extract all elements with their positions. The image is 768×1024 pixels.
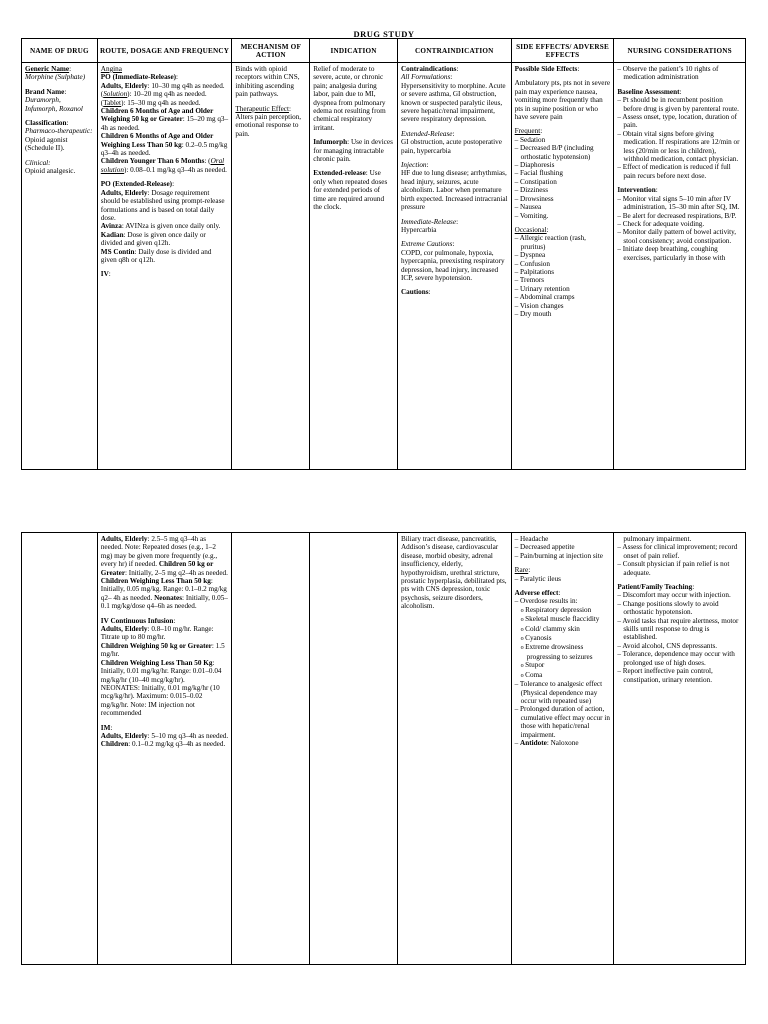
dose-text: : Initially, 0.01 mg/kg/hr. Range: 0.01–0.04 mg/kg/hr (10–40 mcg/kg/hr). [100,658,222,684]
list-item: – Abdominal cramps [515,293,611,301]
list-item: – Avoid alcohol, CNS depressants. [617,642,742,650]
list-item: – Pain/burning at injection site [515,552,611,560]
header-mechanism: MECHANISM OF ACTION [232,39,309,63]
nursing-cont-list [617,543,742,577]
brand-name-value: Duramorph, Infumorph, Roxanol [25,96,83,113]
drug-study-table-page-2 [21,532,746,965]
generic-name-label: Generic Name [25,65,70,73]
teaching-label: Patient/Family Teaching [617,583,693,592]
list-item: – Tremors [515,276,611,284]
dose-text: : Dose is given once daily or divided and given q12h. [100,230,206,248]
adverse-effect-label: Adverse effect [514,589,559,598]
dose-text: : Initially, 2–5 mg q2–4h as needed. [125,568,228,577]
pharm-class-label: Pharmaco-therapeutic: [25,127,93,136]
dose-text: ): 15–30 mg q4h as needed. [121,98,201,107]
header-name-of-drug: NAME OF DRUG [22,39,97,63]
adults-elderly-label: Adults, Elderly [100,81,148,90]
frequent-label: Frequent [514,127,541,136]
neonates-infusion-text: NEONATES: Initially, 0.01 mg/kg/hr (10 mcg/kg/hr). Maximum: 0.015–0.02 mg/kg/hr. Note: IM injection not recommended [100,683,220,718]
dose-text: : Initially, 0.05–0.1 mg/kg/dose q4–6h as needed. [100,593,228,611]
header-contraindication: CONTRAINDICATION [398,39,511,63]
children-50kg-label: Children Weighing 50 kg or Greater [100,641,212,650]
cautions-label: Cautions [400,288,429,297]
therapeutic-effect-label: Therapeutic Effect [235,104,289,113]
im-label: IM [100,723,111,732]
intervention-list [617,195,742,262]
list-item: – Paralytic ileus [515,575,611,583]
extended-release-label: Extended-release [313,169,366,178]
dose-text: ): 10–20 mg q4h as needed. ( [100,90,207,107]
list-item: o Extreme drowsiness progressing to seizures [515,643,611,661]
tablet-label: Tablet [103,98,122,107]
list-item: – Avoid tasks that require alertness, motor skills until response to drug is established. [617,617,742,642]
column-route-dosage-cont: Adults, Elderly: 2.5–5 mg q3–4h as needed. Note: Repeated doses (e.g., 1–2 mg) may be given more frequently (e.g., every hr) if needed. Children 50 kg or Greater: Initially, 2–5 mg q2–4h as needed. Children Weighing Less Than 50 kg: Initially, 0.05 mg/kg. Range: 0.1–0.2 mg/kg q2– 4h as needed. Neonates: Initially, 0.05–0.1 mg/kg/dose q4–6h as needed. IV Continuous Infusion: Adults, Elderly: 0.8–10 mg/hr. Range: Titrate up to 80 mg/hr. Children Weighing 50 kg or Greater: 1.5 mg/hr. Children Weighing Less Than 50 Kg: Initially, 0.01 mg/kg/hr. Range: 0.01–0.04 mg/kg/hr (10–40 mcg/kg/hr). NEONATES: Initially, 0.01 mg/kg/hr (10 mcg/kg/hr). Maximum: 0.015–0.02 mg/kg/hr. Note: IM injection not recommended IM: Adults, Elderly: 5–10 mg q3–4h as needed. Children: 0.1–0.2 mg/kg q3–4h as needed. [98,533,233,964]
dose-text: : AVINza is given once daily only. [121,222,221,231]
extreme-cautions-label: Extreme Cautions [400,240,453,249]
rare-list [515,575,611,583]
list-item: – Dyspnea [515,251,611,259]
list-item: – Nausea [515,203,611,211]
ms-contin-label: MS Contin [100,247,135,256]
po-er-label: PO (Extended-Release) [100,180,173,189]
ir-contra-text: Hypercarbia [400,225,437,234]
neonates-label: Neonates [154,593,183,602]
header-indication: INDICATION [310,39,397,63]
children-younger-label: Children Younger Than 6 Months [100,157,205,166]
clinical-class-value: Opioid analgesic. [25,167,76,176]
list-item: – Drowsiness [515,195,611,203]
clinical-class-label: Clinical: [25,158,51,167]
list-item: – Change positions slowly to avoid orthostatic hypotension. [617,600,742,617]
pharm-class-value: Opioid agonist (Schedule II). [25,135,68,153]
dose-text: : 2.5–5 mg q3–4h as needed. Note: Repeated doses (e.g., 1–2 mg) may be given more frequently (e.g., every hr) if needed. [100,535,218,569]
column-indication [310,39,398,469]
cautions-text: Biliary tract disease, pancreatitis, Addison’s disease, cardiovascular disease, morbid obesity, adrenal insufficiency, elderly, hypothyroidism, urethral stricture, prostatic hyperplasia, debilitated pts, pts with CNS depression, toxic psychosis, seizure disorders, alcoholism. [400,535,507,611]
teaching-list [617,591,742,683]
mechanism-text: Binds with opioid receptors within CNS, inhibiting ascending pain pathways. [235,65,300,99]
column-route-dosage: ROUTE, DOSAGE AND FREQUENCY Angina PO (Immediate-Release): Adults, Elderly: 10–30 mg q4h as needed. (Solution): 10–20 mg q4h as needed. (Tablet): 15–30 mg q4h as needed. Children 6 Months of Age and Older Weighing 50 kg or Greater: 15–20 mg q3–4h as needed. Children 6 Months of Age and Older Weighing Less Than 50 kg: 0.2–0.5 mg/kg q3–4h as needed. Children Younger Than 6 Months: (Oral solution): 0.08–0.1 mg/kg q3–4h as needed. PO (Extended-Release): Adults, Elderly: Dosage requirement should be established using prompt-release formulations and is based on total daily dose. Avinza: AVINza is given once daily only. Kadian: Dose is given once daily or divided and given q12h. MS Contin: Daily dose is divided and given q8h or q12h. IV: [98,39,233,469]
antidote-text: : Naloxone [546,738,579,747]
dose-text: : 15–20 mg q3–4h as needed. [100,115,229,132]
list-item: – Monitor vital signs 5–10 min after IV administration, 15–30 min after SQ, IM. [617,195,742,212]
dose-text: ): 0.08–0.1 mg/kg q3–4h as needed. [123,165,227,174]
solution-label: Solution [103,90,128,99]
column-side-effects: SIDE EFFECTS/ ADVERSE EFFECTS Possible Side Effects: Ambulatory pts, pts not in severe pain may experience nausea, vomiting more frequently than pts in supine position or who have severe pain Frequent: – Sedation – Decreased B/P (including orthostatic hypotension) – Diaphoresis – Facial flushing – Constipation – Dizziness – Drowsiness – Nausea – Vomiting. Occasional: – Allergic reaction (rash, pruritus) – Dyspnea – Confusion – Palpitations – Tremors – Urinary retention – Abdominal cramps – Vision changes – Dry mouth [512,39,615,469]
list-item: – Effect of medication is reduced if full pain recurs before next dose. [617,163,742,180]
list-item: o Skeletal muscle flaccidity [515,615,611,624]
list-item: – Constipation [515,178,611,186]
list-item: – Palpitations [515,268,611,276]
dose-text: : Initially, 0.05 mg/kg. Range: 0.1–0.2 mg/kg q2– 4h as needed. [100,577,227,602]
list-item: – Decreased B/P (including orthostatic hypotension) [515,144,611,161]
nursing-intro: – Observe the patient’s 10 rights of medication administration [617,65,742,82]
brand-name-label: Brand Name [25,87,65,96]
list-item: – Allergic reaction (rash, pruritus) [515,234,611,251]
angina-label: Angina [100,65,122,73]
list-item: – Vision changes [515,302,611,310]
drug-study-table-page-1 [21,38,746,470]
all-formulations-text: Hypersensitivity to morphine. Acute or severe asthma, GI obstruction, known or suspected paralytic ileus, severe hepatic/renal impairment, severe respiratory depression. [400,81,506,124]
list-item: – Assess for clinical improvement; record onset of pain relief. [617,543,742,560]
dose-text: : 0.1–0.2 mg/kg q3–4h as needed. [128,740,226,749]
document-title: DRUG STUDY [353,29,415,39]
injection-text: HF due to lung disease; arrhythmias, head injury, seizures, acute alcoholism. Labor when premature birth expected. Increased intracranial pressure [400,169,508,212]
children-6mo-less-label: Children 6 Months of Age and Older Weighing Less Than 50 kg [100,132,214,149]
ir-contra-label: Immediate-Release [400,217,457,226]
iv-infusion-label: IV Continuous Infusion [100,616,174,625]
nursing-cont-text: pulmonary impairment. [623,535,692,543]
children-6mo-50kg-label: Children 6 Months of Age and Older Weighing 50 kg or Greater [100,107,214,124]
occasional-list [515,234,611,318]
avinza-label: Avinza [100,222,122,231]
baseline-list [617,96,742,180]
children-less-50kg-label: Children Weighing Less Than 50 kg [100,577,211,586]
list-item: o Respiratory depression [515,606,611,615]
contraindications-label: Contraindications [400,65,457,73]
oral-solution-label: Oral solution [100,157,225,174]
list-item: – Tolerance, dependence may occur with prolonged use of high doses. [617,650,742,667]
children-less-50kg-label: Children Weighing Less Than 50 Kg [100,658,213,667]
intervention-label: Intervention [617,186,656,195]
column-mechanism-cont [232,533,310,964]
dose-text: : 0.2–0.5 mg/kg q3–4h as needed. [100,140,228,158]
column-contraindication-cont [398,533,512,964]
list-item: – Facial flushing [515,169,611,177]
kadian-label: Kadian [100,230,124,239]
classification-label: Classification [25,119,67,128]
list-item: o Cyanosis [515,634,611,643]
dose-text: : Daily dose is divided and given q8h or q12h. [100,247,212,264]
list-item: – Obtain vital signs before giving medication. If respirations are 12/min or less (20/min or less in children), withhold medication, contact physician. [617,130,742,164]
list-item: – Initiate deep breathing, coughing exercises, particularly in those with [617,245,742,262]
header-nursing: NURSING CONSIDERATIONS [614,39,745,63]
injection-label: Injection [400,161,427,170]
dose-text: : Dosage requirement should be established using prompt-release formulations and is based on total daily dose. [100,188,225,222]
overdose-list [515,606,611,680]
column-mechanism [232,39,310,469]
column-nursing-cont: pulmonary impairment. – Assess for clinical improvement; record onset of pain relief. – Consult physician if pain relief is not adequate. Patient/Family Teaching: – Discomfort may occur with injection. – Change positions slowly to avoid orthostatic hypotension. – Avoid tasks that require alertness, motor skills until response to drug is established. – Avoid alcohol, CNS depressants. – Tolerance, dependence may occur with prolonged use of high doses. – Report ineffective pain control, constipation, urinary retention. [614,533,745,964]
dose-text: : 0.8–10 mg/hr. Range: Titrate up to 80 mg/hr. [100,625,214,642]
column-side-effects-cont: – Headache – Decreased appetite – Pain/burning at injection site Rare: – Paralytic ileus Adverse effect: – Overdose results in: o Respiratory depression o Skeletal muscle flaccidity o Cold/ clammy skin o Cyanosis o Extreme drowsiness progressing to seizures o Stupor o Coma – Tolerance to analgesic effect (Physical dependence may occur with repeated use) – Prolonged duration of action, cumulative effect may occur in those with hepatic/renal impairment. – Antidote: Naloxone [512,533,615,964]
generic-name-value: Morphine (Sulphate) [25,73,86,82]
column-contraindication: CONTRAINDICATION Contraindications: All Formulations: Hypersensitivity to morphine. Acute or severe asthma, GI obstruction, known or suspected paralytic ileus, severe hepatic/renal impairment, severe respiratory depression. Extended-Release: GI obstruction, acute postoperative pain, hypercarbia Injection: HF due to lung disease; arrhythmias, head injury, seizures, acute alcoholism. Labor when premature birth expected. Increased intracranial pressure Immediate-Release: Hypercarbia Extreme Cautions: COPD, cor pulmonale, hypoxia, hypercapnia, preexisting respiratory depression, head injury, increased ICP, severe hypotension. Cautions: [398,39,512,469]
list-item: – Urinary retention [515,285,611,293]
tolerance-text: – Tolerance to analgesic effect (Physical dependence may occur with repeated use) [515,680,611,705]
iv-label: IV [100,270,109,279]
dose-text: : 5–10 mg q3–4h as needed. [147,731,229,740]
children-50kg-label: Children 50 kg or Greater [100,560,214,577]
list-item: – Decreased appetite [515,543,611,551]
list-item: – Diaphoresis [515,161,611,169]
dose-text: : 10–30 mg q4h as needed. ( [100,81,225,99]
extreme-cautions-text: COPD, cor pulmonale, hypoxia, hypercapnia, preexisting respiratory depression, head injury, increased ICP, severe hypotension. [400,248,505,282]
list-item: – Vomiting. [515,212,611,220]
overdose-text: – Overdose results in: [515,597,611,605]
header-side-effects: SIDE EFFECTS/ ADVERSE EFFECTS [512,39,614,63]
list-item: – Discomfort may occur with injection. [617,591,742,599]
dose-text: : 1.5 mg/hr. [100,641,225,659]
list-item: o Coma [515,671,611,680]
list-item: – Sedation [515,136,611,144]
occasional-label: Occasional [514,225,547,234]
rare-label: Rare [514,566,529,575]
list-item: – Dizziness [515,186,611,194]
infumorph-text: : Use in devices for managing intractable chronic pain. [313,138,393,164]
column-nursing: NURSING CONSIDERATIONS – Observe the patient’s 10 rights of medication administration Baseline Assessment: – Pt should be in recumbent position before drug is given by parenteral route. – Assess onset, type, location, duration of pain. – Obtain vital signs before giving medication. If respirations are 12/min or less (20/min or less in children), withhold medication, contact physician. – Effect of medication is reduced if full pain recurs before next dose. Intervention: – Monitor vital signs 5–10 min after IV administration, 15–30 min after SQ, IM. – Be alert for decreased respirations, B/P. – Check for adequate voiding. – Monitor daily pattern of bowel activity, stool consistency; avoid constipation. – Initiate deep breathing, coughing exercises, particularly in those with [614,39,745,469]
list-item: – Confusion [515,260,611,268]
adults-elderly-label: Adults, Elderly [100,188,148,197]
possible-side-effects-text: Ambulatory pts, pts not in severe pain may experience nausea, vomiting more frequently than pts in supine position or who have severe pain [514,79,611,122]
adults-elderly-label: Adults, Elderly [100,625,148,634]
list-item: – Monitor daily pattern of bowel activity, stool consistency; avoid constipation. [617,228,742,245]
indication-text: Relief of moderate to severe, acute, or chronic pain; analgesia during labor, pain due to MI, dyspnea from pulmonary edema not resulting from chemical respiratory irritant. [313,65,386,132]
po-ir-label: PO (Immediate-Release) [100,73,177,82]
adults-elderly-label: Adults, Elderly [100,731,148,740]
list-item: – Be alert for decreased respirations, B/P. [617,212,742,220]
adults-elderly-label: Adults, Elderly [100,535,148,543]
list-item: – Assess onset, type, location, duration of pain. [617,113,742,130]
list-item: o Cold/ clammy skin [515,625,611,634]
therapeutic-effect-text: : Alters pain perception, emotional response to pain. [235,104,302,138]
infumorph-label: Infumorph [313,138,348,147]
list-item: – Check for adequate voiding. [617,220,742,228]
baseline-assessment-label: Baseline Assessment [617,87,680,96]
list-item: – Pt should be in recumbent position before drug is given by parenteral route. [617,96,742,113]
column-name-of-drug-cont [22,533,98,964]
children-label: Children [100,740,129,749]
list-item: o Stupor [515,661,611,670]
side-effects-cont-list [515,535,611,560]
possible-side-effects-label: Possible Side Effects [514,65,578,73]
column-name-of-drug: NAME OF DRUG Generic Name: Morphine (Sulphate) Brand Name: Duramorph, Infumorph, Roxanol Classification: Pharmaco-therapeutic: Opioid agonist (Schedule II). Clinical: Opioid analgesic. [22,39,98,469]
prolonged-text: – Prolonged duration of action, cumulative effect may occur in those with hepatic/renal impairment. [515,705,611,739]
list-item: – Report ineffective pain control, constipation, urinary retention. [617,667,742,684]
antidote-label: Antidote [520,738,547,747]
frequent-list [515,136,611,220]
header-route-dosage: ROUTE, DOSAGE AND FREQUENCY [98,39,232,63]
all-formulations-label: All Formulations [400,73,451,82]
column-indication-cont [310,533,398,964]
extended-release-text: : Use only when repeated doses for extended periods of time are required around the clock. [313,169,388,212]
list-item: – Dry mouth [515,310,611,318]
list-item: – Consult physician if pain relief is not adequate. [617,560,742,577]
list-item: – Headache [515,535,611,543]
er-contra-text: GI obstruction, acute postoperative pain, hypercarbia [400,138,502,155]
er-contra-label: Extended-Release [400,129,453,138]
